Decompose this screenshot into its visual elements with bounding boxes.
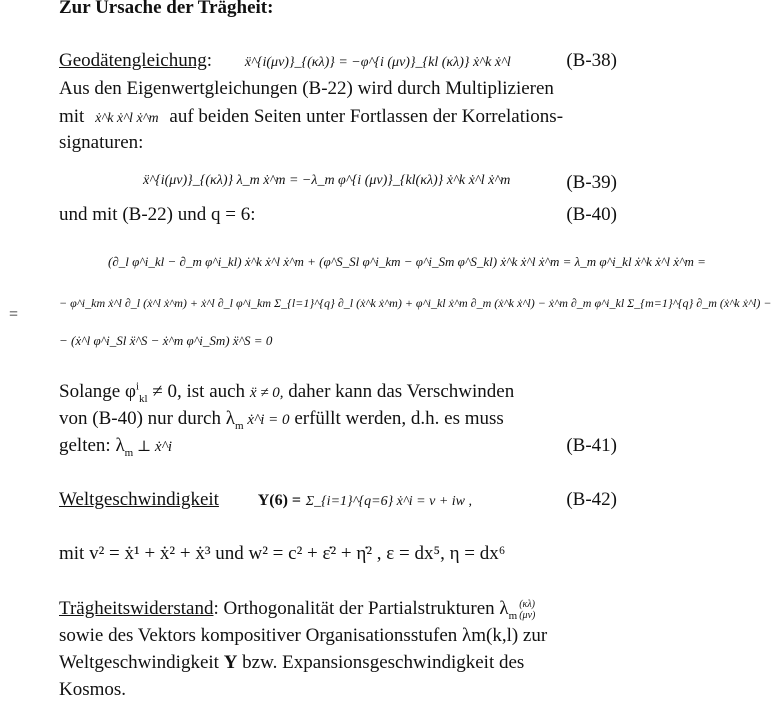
inertia-l1-sub: m — [508, 609, 518, 622]
eq40-text: und mit (B-22) und q = 6: — [59, 204, 256, 225]
section-heading: Zur Ursache der Trägheit: — [59, 0, 274, 18]
inertia-l3-bold: Y — [223, 652, 238, 673]
geodesic-colon: : — [206, 50, 213, 71]
para1-line2-math: ẋ^k ẋ^l ẋ^m — [95, 111, 159, 126]
eq40-left-equals: = — [9, 306, 19, 323]
geodesic-formula: ẍ^{i(μν)}_{(κλ)} = −φ^{i (μν)}_{kl (κλ)} ẋ^k ẋ^l — [244, 55, 511, 70]
para2-l2-math: λ — [225, 408, 235, 429]
para2-l3-sub: m — [124, 446, 134, 459]
inertia-line2: sowie des Vektors kompositiver Organisationsstufen λm(k,l) zur — [59, 625, 548, 646]
eqnum-b42: (B-42) — [566, 489, 617, 510]
para1-line2 — [59, 106, 563, 130]
para1-line2-post: auf beiden Seiten unter Fortlassen der Korrelations- — [169, 106, 564, 127]
world-formula-y: Y(6) = — [257, 492, 302, 509]
eq40-row3: − (ẋ^l φ^i_Sl ẍ^S − ẋ^m φ^i_Sm) ẍ^S = 0 — [59, 333, 273, 348]
inertia-l1-sub2: (μν) — [519, 609, 536, 621]
para2-line3 — [59, 435, 172, 458]
inertia-l3-post: bzw. Expansionsgeschwindigkeit des — [237, 652, 525, 673]
para2-l1-post: daher kann das Verschwinden — [283, 381, 515, 402]
eq40-row1: (∂_l φ^i_kl − ∂_m φ^i_kl) ẋ^k ẋ^l ẋ^m + (φ^S_Sl φ^i_km − φ^i_Sm φ^S_kl) ẋ^k ẋ^l ẋ^m = λ_m φ^i_kl ẋ^k ẋ^l ẋ^m = — [108, 254, 706, 269]
inertia-l1-sup: (κλ) — [519, 598, 536, 610]
inertia-label: Trägheitswiderstand — [59, 598, 214, 619]
inertia-l1-indices — [519, 599, 535, 621]
eqnum-b41: (B-41) — [566, 435, 617, 456]
para2-l1-pre: Solange φ — [59, 381, 136, 402]
para1-line1: Aus den Eigenwertgleichungen (B-22) wird durch Multiplizieren — [59, 78, 554, 99]
para1-line3: signaturen: — [59, 132, 144, 153]
inertia-line3 — [59, 652, 524, 674]
world-formula-sum: Σ_{i=1}^{q=6} ẋ^i = v + iw , — [305, 494, 473, 509]
eqnum-b38: (B-38) — [566, 50, 617, 71]
geodesic-label: Geodätengleichung — [59, 50, 207, 71]
para1-line2-pre: mit — [59, 106, 85, 127]
para2-l3-rest: ⊥ ẋ^i — [133, 439, 172, 455]
inertia-l1-rest: : Orthogonalität der Partialstrukturen λ — [213, 598, 509, 619]
world-label: Weltgeschwindigkeit — [59, 489, 219, 510]
para2-l2-pre: von (B-40) nur durch — [59, 408, 226, 429]
para2-l1-sup: i — [135, 380, 139, 393]
inertia-l3-pre: Weltgeschwindigkeit — [59, 652, 224, 673]
eqnum-b39: (B-39) — [566, 172, 617, 193]
para2-l2-post: erfüllt werden, d.h. es muss — [289, 408, 504, 429]
para2-line1 — [59, 381, 514, 404]
para2-l1-math: ẍ ≠ 0, — [249, 385, 284, 401]
para2-line2 — [59, 408, 504, 431]
para2-l3: gelten: λ — [59, 435, 125, 456]
geodesic-line — [59, 50, 511, 74]
mit-line: mit v² = ẋ¹ + ẋ² + ẋ³ und w² = c² + ε̇² + η̇² , ε = dx⁵, η = dx⁶ — [59, 543, 506, 564]
inertia-line4: Kosmos. — [59, 679, 127, 700]
para2-l1-sub: kl — [139, 392, 148, 405]
eqnum-b40: (B-40) — [566, 204, 617, 225]
para2-l2-math-rest: ẋ^i = 0 — [243, 412, 290, 428]
inertia-line1 — [59, 598, 535, 621]
world-line — [59, 489, 472, 513]
para2-l2-math-sub: m — [234, 419, 244, 432]
para2-l1-mid: ≠ 0, ist auch — [147, 381, 250, 402]
eq40-row2: − φ^i_km ẋ^l ∂_l (ẋ^l ẋ^m) + ẋ^l ∂_l φ^i_km Σ_{l=1}^{q} ∂_l (ẋ^k ẋ^m) + φ^i_kl ẋ^m ∂_m (ẋ^k ẋ^l) − ẋ^m ∂_m φ^i_kl Σ_{m=1}^{q} ∂_m (ẋ^k ẋ^l) − — [59, 296, 771, 310]
eq39-formula: ẍ^{i(μν)}_{(κλ)} λ_m ẋ^m = −λ_m φ^{i (μν)}_{kl(κλ)} ẋ^k ẋ^l ẋ^m — [143, 173, 511, 188]
